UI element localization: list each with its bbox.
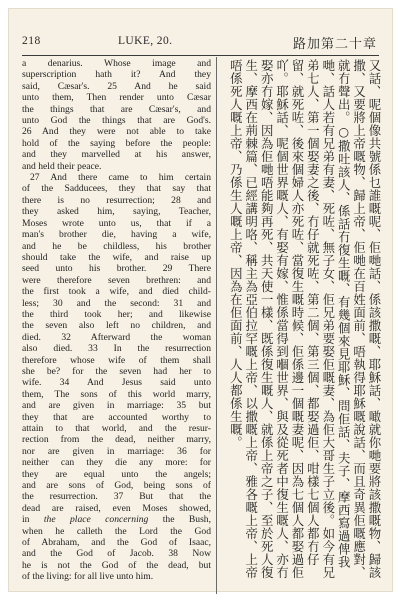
english-text-line: less; 30 and the second: 31 and bbox=[22, 297, 211, 309]
english-text-line: unto them, Then render unto Cæsar bbox=[22, 92, 211, 104]
english-text-line: said, Cæsar's. 25 And he said bbox=[22, 80, 211, 92]
english-text-line: therefore whose wife of them shall bbox=[22, 354, 211, 366]
english-text-line: the first took a wife, and died child- bbox=[22, 286, 211, 298]
english-text-line: dead are raised, even Moses showed, bbox=[22, 502, 211, 514]
english-text-line: when he calleth the Lord the God bbox=[22, 525, 211, 537]
english-text-line: and he be childless, his brother bbox=[22, 240, 211, 252]
english-text-line: superscription hath it? And they bbox=[22, 69, 211, 81]
english-text-line: she be? for the seven had her to bbox=[22, 365, 211, 377]
english-text-line: and they marvelled at his answer, bbox=[22, 149, 211, 161]
english-text-line: of the living: for all live unto him. bbox=[22, 571, 154, 583]
english-text-line: the things that are Cæsar's, and bbox=[22, 103, 211, 115]
english-text-line: and are given in marriage: 35 but bbox=[22, 400, 211, 412]
english-text-line: also died. 33 In the resurrection bbox=[22, 343, 211, 355]
english-text-line: Moses wrote unto us, that if a bbox=[22, 217, 211, 229]
english-text-line: they asked him, saying, Teacher, bbox=[22, 206, 211, 218]
english-text-line: the third took her; and likewise bbox=[22, 308, 211, 320]
english-text-line: 27 And there came to him certain bbox=[30, 172, 211, 184]
english-text-line: they that are accounted worthy to bbox=[22, 411, 211, 423]
chinese-chapter-heading: 路加第二十章 bbox=[292, 37, 377, 52]
english-text-line: he is not the God of the dead, but bbox=[22, 559, 211, 571]
english-text-line: the resurrection. 37 But that the bbox=[22, 491, 211, 503]
english-text-line: should take the wife, and raise up bbox=[22, 251, 211, 263]
bible-page bbox=[8, 8, 393, 592]
english-text-line: seed unto his brother. 29 There bbox=[22, 263, 211, 275]
english-text-line: and the God of Jacob. 38 Now bbox=[22, 548, 211, 560]
book-chapter-heading: LUKE, 20. bbox=[118, 35, 173, 47]
english-text-line: of the Sadducees, they that say that bbox=[22, 183, 211, 195]
english-text-line: a denarius. Whose image and bbox=[22, 58, 211, 69]
english-text-line: and are sons of God, being sons of bbox=[22, 480, 211, 492]
page-number: 218 bbox=[22, 35, 41, 47]
english-text-line: wife. 34 And Jesus said unto bbox=[22, 377, 211, 389]
english-text-line: 26 And they were not able to take bbox=[22, 126, 211, 138]
english-text-line: man's brother die, having a wife, bbox=[22, 229, 211, 241]
english-text-line: attain to that world, and the resur- bbox=[22, 423, 211, 434]
column-divider bbox=[216, 57, 217, 594]
english-text-line: and held their peace. bbox=[22, 160, 102, 172]
english-text-line: the seven also left no children, and bbox=[22, 320, 211, 332]
english-text-line: nor are given in marriage: 36 for bbox=[22, 445, 211, 457]
page-header bbox=[22, 32, 379, 52]
english-text-line: them, The sons of this world marry, bbox=[22, 388, 211, 400]
english-text-line: in the place concerning the Bush, bbox=[22, 514, 211, 526]
english-text-line: rection from the dead, neither marry, bbox=[22, 434, 211, 446]
english-text-line: hold of the saying before the people: bbox=[22, 137, 211, 149]
chinese-text-column: 又話、呢個像共號係乜誰嘅呢、佢哋話、係該撒嘅、耶穌話、噉就你哋要將該撒嘅物、歸該撒、又要將上帝嘅物、歸上帝、佢哋在百姓面前、唔執得耶穌嘅說話、而且奇異佢嘅應對、就冇聲出。○撒吐該人、係話冇復生嘅、有幾個來見耶穌、問佢話、夫子、摩西寫過俾我哋、話人若有兄弟有妻、死咗、無子女、佢兄弟要娶佢嘅妻、為佢大哥生子立後。如今有兄弟七人、第一個娶妻之後、冇仔就死咗、第二個、第三個、都娶過佢、咁樣七個人都冇仔留、就死咗、後來個婦人亦死咗、當復生嘅時候、佢係邊一個嘅妻呢、因為七個人都娶過佢吖。耶穌話、呢個世界嘅人、有娶有嫁、惟係當得到嗰世界、與及從死者中復生嘅人、亦冇娶亦冇嫁、因為佢哋唔能夠再死、共天使一樣、既係復生嘅人、就係上帝之子、至於死人復生、摩西在荊棘篇、已經講明咯、稱主為亞伯拉罕嘅上帝、以撒嘅上帝、雅各嘅上帝、上帝唔係死人嘅上帝、乃係生人嘅上帝、因為在佢面前、人人都係生嘅。 bbox=[228, 59, 382, 579]
english-text-line: unto God the things that are God's. bbox=[22, 115, 211, 127]
english-text-line: there is no resurrection; 28 and bbox=[22, 194, 211, 206]
english-text-line: of Abraham, and the God of Isaac, bbox=[22, 537, 211, 549]
english-text-column bbox=[22, 58, 211, 583]
english-text-line: they are equal unto the angels; bbox=[22, 468, 211, 480]
english-text-line: died. 32 Afterward the woman bbox=[22, 331, 211, 343]
english-text-line: neither can they die any more: for bbox=[22, 457, 211, 469]
english-text-line: were therefore seven brethren: and bbox=[22, 274, 211, 286]
header-rule bbox=[22, 55, 379, 56]
